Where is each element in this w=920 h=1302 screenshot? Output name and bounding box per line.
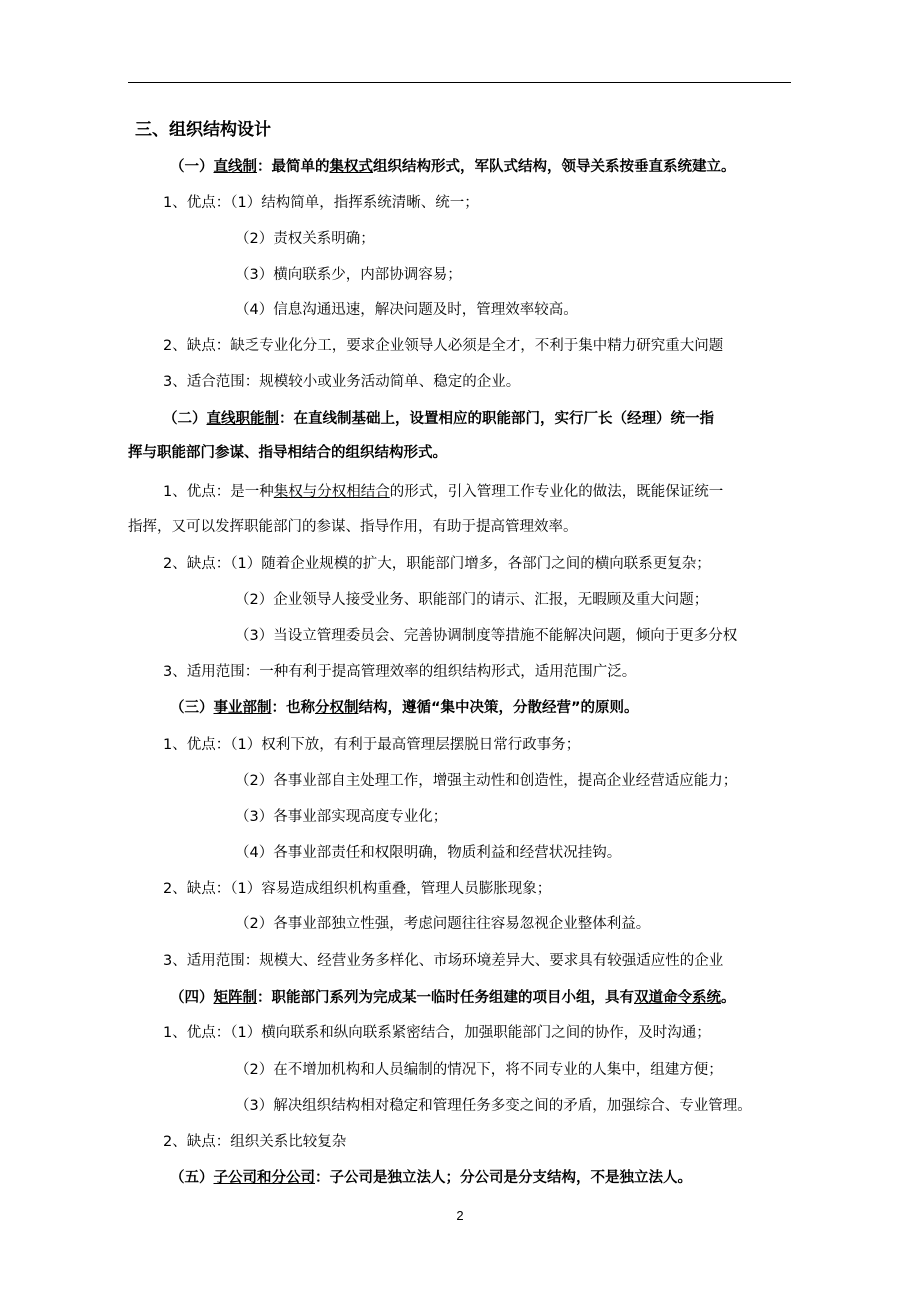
heading-text: ：职能部门系列为完成某一临时任务组建的项目小组，具有 — [257, 990, 634, 1006]
heading-text: 子公司是独立法人；分公司是分支结构，不是独立法人。 — [329, 1170, 692, 1186]
advantages-line: 1、优点：（1）结构简单，指挥系统清晰、统一； — [163, 195, 479, 211]
scope-line: 3、适合范围：规模较小或业务活动简单、稳定的企业。 — [163, 374, 521, 390]
heading-text: ：最简单的 — [257, 159, 330, 175]
term-decentralized: 分权制 — [315, 700, 359, 716]
advantages-line: 1、优点：（1）横向联系和纵向联系紧密结合，加强职能部门之间的协作，及时沟通； — [163, 1025, 711, 1041]
heading-text: ：在直线制基础上，设置相应的职能部门，实行厂长（经理）统一指 — [279, 411, 714, 427]
heading-num: （三） — [170, 700, 214, 716]
advantage-item: （3）解决组织结构相对稳定和管理任务多变之间的矛盾，加强综合、专业管理。 — [235, 1098, 752, 1114]
heading-text: ：也称 — [271, 700, 315, 716]
term-centralized: 集权式 — [329, 159, 373, 175]
disadvantages-line: 2、缺点：（1）随着企业规模的扩大，职能部门增多，各部门之间的横向联系更复杂； — [163, 556, 711, 572]
advantage-item: （2）责权关系明确； — [235, 231, 375, 247]
scope-line: 3、适用范围：规模大、经营业务多样化、市场环境差异大、要求具有较强适应性的企业 — [163, 953, 724, 969]
heading-subsidiary — [170, 1168, 692, 1188]
heading-text: 结构，遵循“集中决策，分散经营”的原则。 — [358, 700, 639, 716]
advantage-item: （2）在不增加机构和人员编制的情况下，将不同专业的人集中，组建方便； — [235, 1062, 723, 1078]
advantages-line: 1、优点：（1）权利下放，有利于最高管理层摆脱日常行政事务； — [163, 737, 581, 753]
heading-num: （五） — [170, 1170, 214, 1186]
heading-text: ： — [315, 1170, 330, 1186]
heading-matrix — [170, 988, 736, 1008]
heading-line-functional — [163, 409, 714, 429]
heading-line-structure — [170, 157, 736, 177]
section-title: 三、组织结构设计 — [135, 120, 271, 140]
term-divisional: 事业部制 — [213, 700, 272, 716]
heading-num: （四） — [170, 990, 214, 1006]
term-dual-command: 双道命令系统 — [634, 990, 721, 1006]
disadvantage-item: （2）企业领导人接受业务、职能部门的请示、汇报，无暇顾及重大问题； — [235, 592, 709, 608]
disadvantage-item: （3）当设立管理委员会、完善协调制度等措施不能解决问题，倾向于更多分权 — [235, 628, 738, 644]
text-span: 1、优点：是一种 — [163, 484, 274, 500]
disadvantages-line: 2、缺点：（1）容易造成组织机构重叠，管理人员膨胀现象； — [163, 881, 552, 897]
heading-continuation: 挥与职能部门参谋、指导相结合的组织结构形式。 — [128, 445, 447, 461]
heading-divisional — [170, 698, 639, 718]
header-rule — [128, 82, 791, 83]
term-centralization-decentralization: 集权与分权相结合 — [273, 484, 390, 500]
term-line-functional: 直线职能制 — [206, 411, 279, 427]
scope-line: 3、适用范围：一种有利于提高管理效率的组织结构形式，适用范围广泛。 — [163, 664, 637, 680]
heading-text: 组织结构形式，军队式结构，领导关系按垂直系统建立。 — [373, 159, 736, 175]
heading-text: 。 — [721, 990, 736, 1006]
term-matrix: 矩阵制 — [213, 990, 257, 1006]
term-subsidiary-branch: 子公司和分公司 — [213, 1170, 315, 1186]
text-span: 的形式，引入管理工作专业化的做法，既能保证统一 — [389, 484, 724, 500]
advantages-continuation: 指挥，又可以发挥职能部门的参谋、指导作用，有助于提高管理效率。 — [128, 519, 578, 535]
advantage-item: （2）各事业部自主处理工作，增强主动性和创造性，提高企业经营适应能力； — [235, 773, 738, 789]
advantage-item: （3）各事业部实现高度专业化； — [235, 809, 448, 825]
heading-num: （二） — [163, 411, 207, 427]
advantage-item: （3）横向联系少，内部协调容易； — [235, 267, 462, 283]
disadvantage-item: （2）各事业部独立性强，考虑问题往往容易忽视企业整体利益。 — [235, 916, 651, 932]
term-line-structure: 直线制 — [213, 159, 257, 175]
disadvantages-line: 2、缺点：缺乏专业化分工，要求企业领导人必须是全才，不利于集中精力研究重大问题 — [163, 338, 724, 354]
heading-num: （一） — [170, 159, 214, 175]
advantages-line — [163, 482, 723, 502]
advantage-item: （4）信息沟通迅速，解决问题及时，管理效率较高。 — [235, 302, 578, 318]
disadvantages-line: 2、缺点：组织关系比较复杂 — [163, 1134, 347, 1150]
page-number: 2 — [456, 1208, 464, 1223]
advantage-item: （4）各事业部责任和权限明确，物质利益和经营状况挂钩。 — [235, 845, 622, 861]
